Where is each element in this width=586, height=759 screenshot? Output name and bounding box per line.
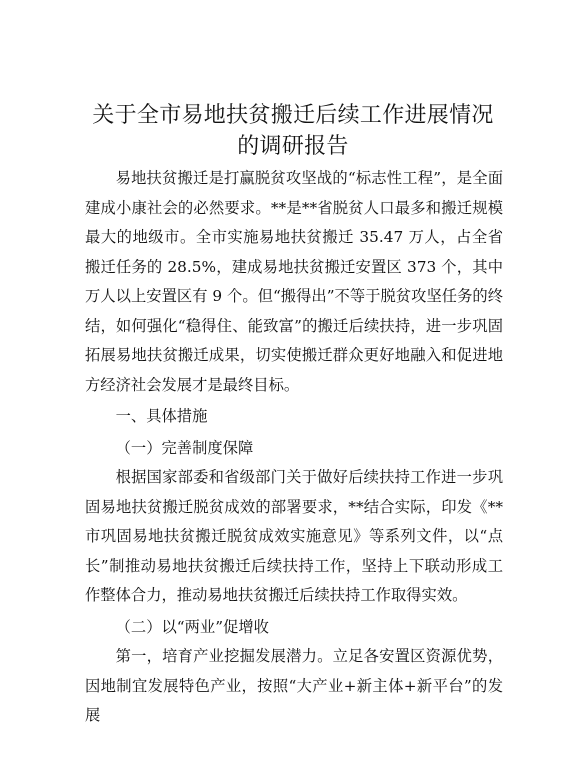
subsection-heading-institutions: （一）完善制度保障: [115, 438, 254, 457]
institutions-paragraph: 根据国家部委和省级部门关于做好后续扶持工作进一步巩固易地扶贫搬迁脱贫成效的部署要求，**结合实际，印发《**市巩固易地扶贫搬迁脱贫成效实施意见》等系列文件，以“点长”制推动易地扶贫搬迁后续扶持工作，坚持上下联动形成工作整体合力，推动易地扶贫搬迁后续扶持工作取得实效。: [85, 468, 503, 604]
intro-paragraph: 易地扶贫搬迁是打赢脱贫攻坚战的“标志性工程”，是全面建成小康社会的必然要求。**是**省脱贫人口最多和搬迁规模最大的地级市。全市实施易地扶贫搬迁 35.47 万人，占全省搬迁任务的 28.5%，建成易地扶贫搬迁安置区 373 个，其中万人以上安置区有 9 个。但“搬得出”不等于脱贫攻坚任务的终结，如何强化“稳得住、能致富”的搬迁后续扶持，进一步巩固拓展易地扶贫搬迁成果，切实使搬迁群众更好地融入和促进地方经济社会发展才是最终目标。: [85, 169, 503, 394]
subsection-heading-income: （二）以“两业”促增收: [115, 617, 269, 636]
document-title: 关于全市易地扶贫搬迁后续工作进展情况的调研报告: [92, 103, 494, 159]
document-body: [85, 164, 503, 731]
industry-paragraph: 第一，培育产业挖掘发展潜力。立足各安置区资源优势，因地制宜发展特色产业，按照“大产业+新主体+新平台”的发展: [85, 647, 503, 724]
section-heading-measures: 一、具体措施: [115, 407, 208, 425]
